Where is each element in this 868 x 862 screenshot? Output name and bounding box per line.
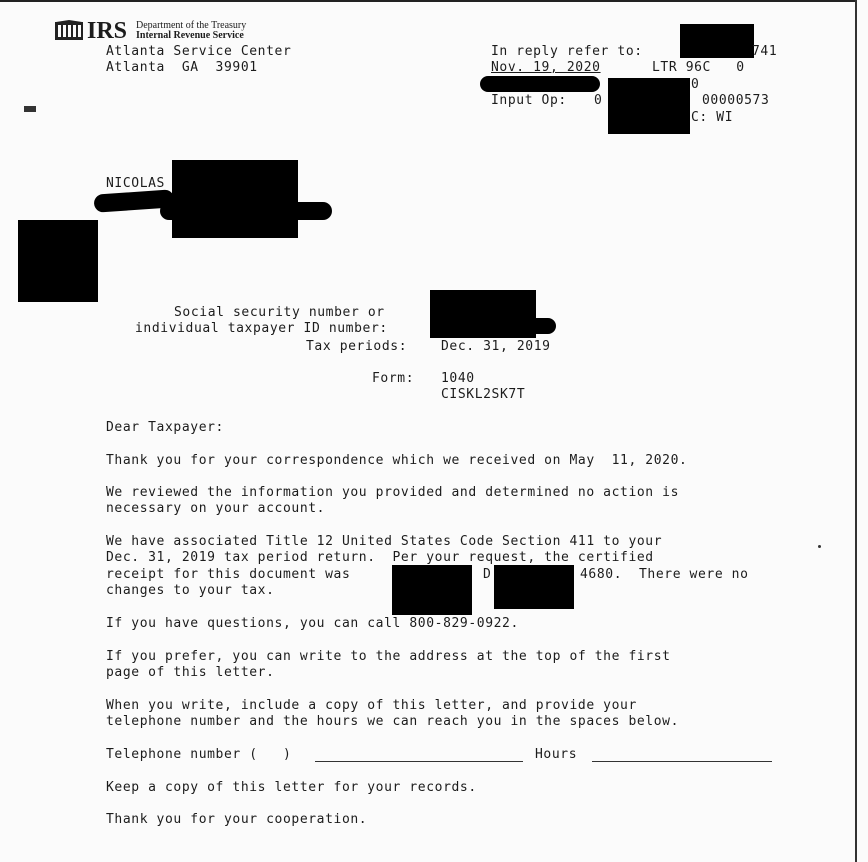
paragraph-5-line-2: page of this letter. (106, 665, 275, 680)
salutation: Dear Taxpayer: (106, 420, 224, 435)
redaction (18, 220, 98, 302)
input-op-label: Input Op: (491, 93, 567, 108)
paragraph-4: If you have questions, you can call 800-829-0922. (106, 616, 519, 631)
redaction (680, 24, 754, 58)
form-label: Form: (372, 371, 415, 386)
redaction (494, 565, 574, 609)
ssn-label-1: Social security number or (174, 305, 385, 320)
redaction (608, 78, 690, 134)
letter-code: LTR 96C 0 (652, 60, 745, 75)
paragraph-5-line-1: If you prefer, you can write to the address at the top of the first (106, 649, 671, 664)
margin-mark (24, 106, 36, 112)
reference-code: C: WI (691, 110, 734, 125)
paragraph-7: Keep a copy of this letter for your records. (106, 780, 477, 795)
paragraph-3-fragment: D (483, 567, 492, 582)
redaction-scribble (480, 76, 600, 92)
office-city: Atlanta GA 39901 (106, 60, 258, 75)
reply-suffix: 741 (752, 44, 778, 59)
letter-date: Nov. 19, 2020 (491, 60, 601, 75)
paragraph-6-line-1: When you write, include a copy of this letter, and provide your (106, 698, 637, 713)
closing: Thank you for your cooperation. (106, 812, 368, 827)
office-name: Atlanta Service Center (106, 44, 292, 59)
hours-blank (592, 761, 772, 762)
tax-period-label: Tax periods: (306, 339, 408, 354)
redaction (172, 160, 298, 238)
paragraph-3-line-3: receipt for this document was (106, 567, 351, 582)
reference-number: 00000573 (702, 93, 770, 108)
ssn-label-2: individual taxpayer ID number: (135, 321, 388, 336)
input-op-value: 0 (594, 93, 603, 108)
paragraph-3-line-3-end: 4680. There were no (580, 567, 749, 582)
telephone-blank (315, 761, 523, 762)
paragraph-3-line-1: We have associated Title 12 United States Code Section 411 to your (106, 534, 663, 549)
reference-line3: 0 (691, 77, 700, 92)
paragraph-3-line-2: Dec. 31, 2019 tax period return. Per your request, the certified (106, 550, 654, 565)
agency-name: Internal Revenue Service (136, 30, 244, 41)
redaction-scribble (160, 202, 332, 220)
tax-period-value: Dec. 31, 2019 (441, 339, 551, 354)
paragraph-2-line-2: necessary on your account. (106, 501, 326, 516)
department-name: Department of the Treasury (136, 20, 247, 31)
eagle-icon (54, 20, 84, 42)
recipient-name: NICOLAS (106, 176, 165, 191)
paragraph-2-line-1: We reviewed the information you provided and determined no action is (106, 485, 680, 500)
paragraph-1: Thank you for your correspondence which we received on May 11, 2020. (106, 453, 688, 468)
scan-speck (818, 545, 821, 548)
telephone-label: Telephone number ( ) (106, 747, 292, 762)
hours-label: Hours (535, 747, 578, 762)
paragraph-6-line-2: telephone number and the hours we can reach you in the spaces below. (106, 714, 680, 729)
form-code: CISKL2SK7T (441, 387, 526, 402)
redaction (392, 565, 472, 615)
page-top-border (0, 0, 855, 2)
page-right-border (855, 0, 857, 862)
paragraph-3-line-4: changes to your tax. (106, 583, 275, 598)
redaction-scribble (500, 318, 556, 334)
irs-wordmark: IRS (87, 18, 128, 44)
form-value: 1040 (441, 371, 475, 386)
reply-label: In reply refer to: (491, 44, 643, 59)
